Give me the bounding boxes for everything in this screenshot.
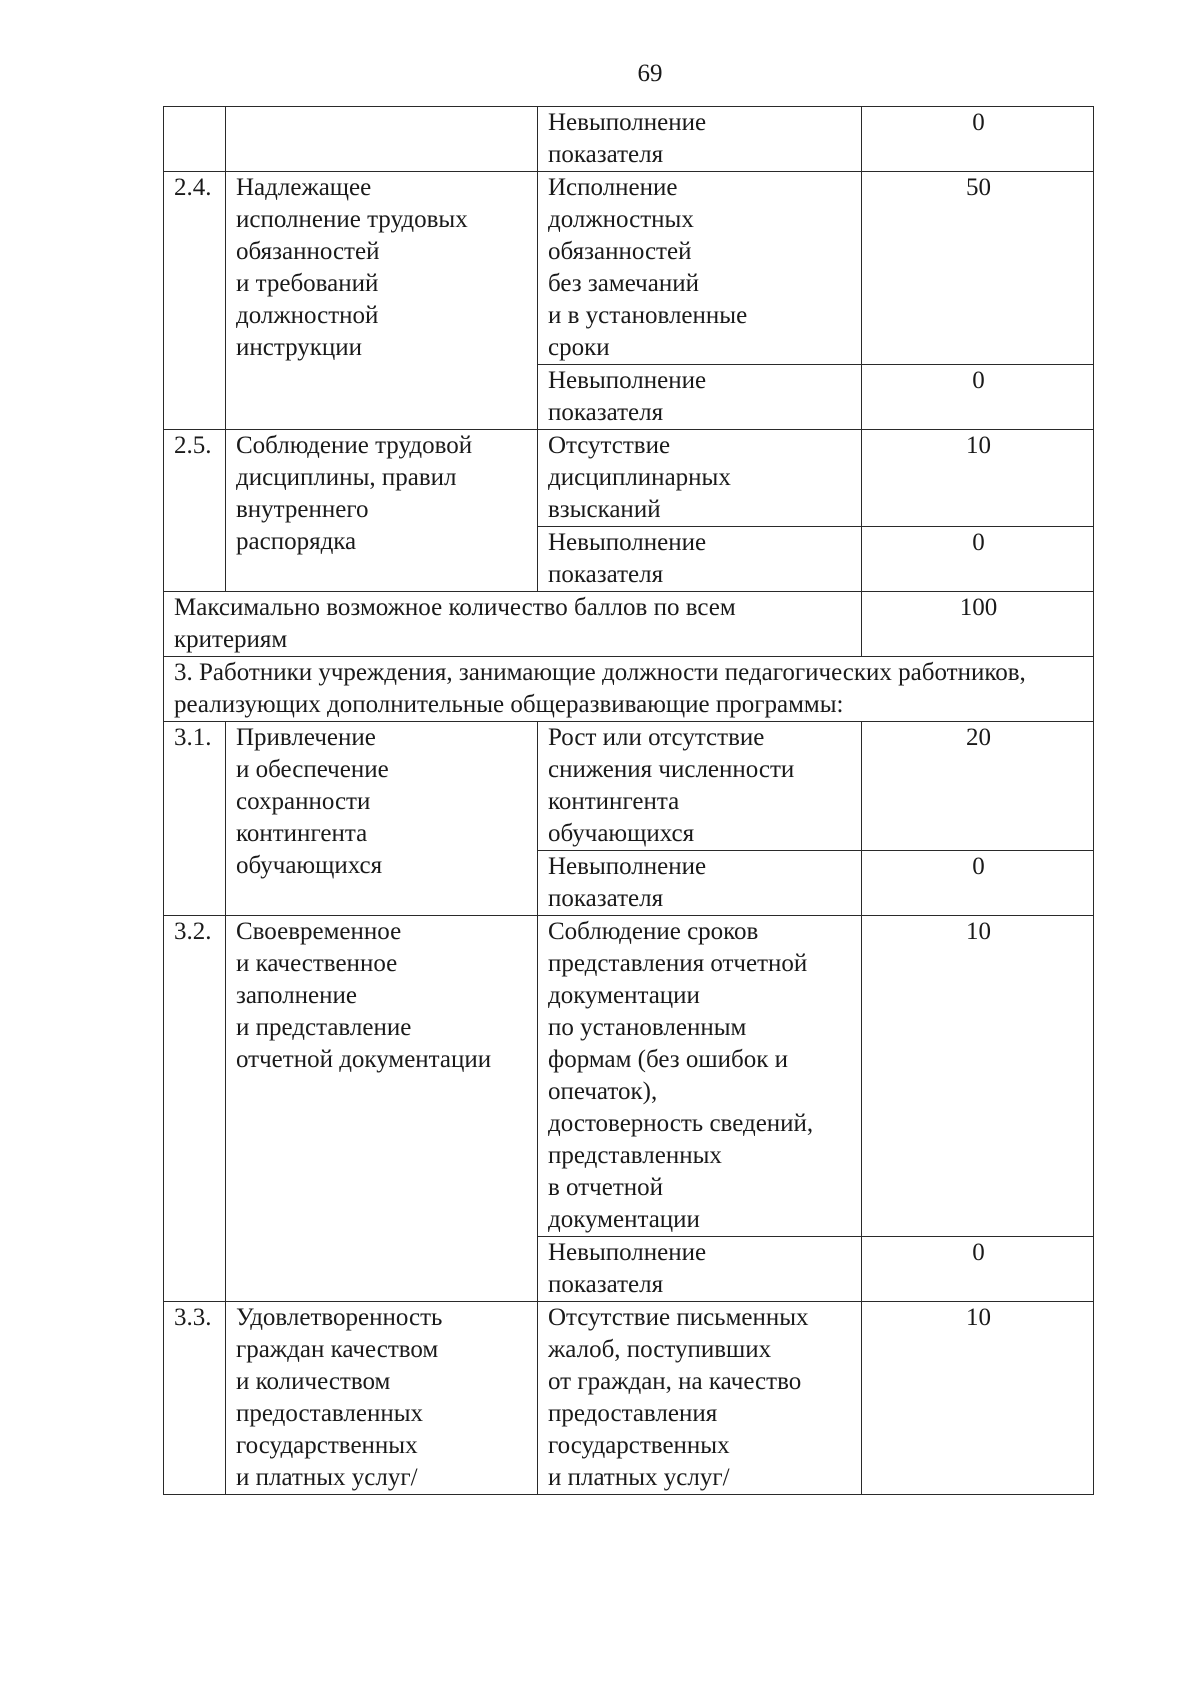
section-heading: 3. Работники учреждения, занимающие должности педагогических работников, реализующих дополнительные общеразвивающие программы: xyxy=(164,657,1094,722)
indicator-cell: Невыполнение показателя xyxy=(538,107,862,172)
points-cell: 10 xyxy=(862,430,1094,527)
indicator-cell: Соблюдение сроков представления отчетной документации по установленным формам (без ошибок и опечаток), достоверность сведений, представленных в отчетной документации xyxy=(538,916,862,1237)
points-cell: 0 xyxy=(862,107,1094,172)
item-number-cell xyxy=(164,107,226,172)
criterion-cell: Удовлетворенность граждан качеством и количеством предоставленных государственных и платных услуг/ xyxy=(226,1302,538,1495)
item-number-cell: 2.4. xyxy=(164,172,226,430)
points-cell: 0 xyxy=(862,1237,1094,1302)
table-row xyxy=(164,430,1094,527)
total-label-cell: Максимально возможное количество баллов по всем критериям xyxy=(164,592,862,657)
points-cell: 0 xyxy=(862,851,1094,916)
page-number: 69 xyxy=(637,60,663,87)
indicator-cell: Невыполнение показателя xyxy=(538,527,862,592)
points-cell: 0 xyxy=(862,365,1094,430)
points-cell: 10 xyxy=(862,916,1094,1237)
total-points-cell: 100 xyxy=(862,592,1094,657)
criteria-table xyxy=(163,106,1094,1495)
indicator-cell: Отсутствие дисциплинарных взысканий xyxy=(538,430,862,527)
criterion-cell: Соблюдение трудовой дисциплины, правил внутреннего распорядка xyxy=(226,430,538,592)
criterion-cell xyxy=(226,107,538,172)
table-row xyxy=(164,107,1094,172)
indicator-cell: Отсутствие письменных жалоб, поступивших от граждан, на качество предоставления государственных и платных услуг/ xyxy=(538,1302,862,1495)
table-row xyxy=(164,172,1094,365)
item-number-cell: 3.1. xyxy=(164,722,226,916)
indicator-cell: Невыполнение показателя xyxy=(538,365,862,430)
item-number-cell: 2.5. xyxy=(164,430,226,592)
points-cell: 20 xyxy=(862,722,1094,851)
table-row xyxy=(164,1302,1094,1495)
item-number-cell: 3.2. xyxy=(164,916,226,1302)
table-row xyxy=(164,916,1094,1237)
points-cell: 0 xyxy=(862,527,1094,592)
points-cell: 10 xyxy=(862,1302,1094,1495)
indicator-cell: Невыполнение показателя xyxy=(538,1237,862,1302)
table-row xyxy=(164,722,1094,851)
criterion-cell: Своевременное и качественное заполнение и представление отчетной документации xyxy=(226,916,538,1302)
section-heading-row xyxy=(164,657,1094,722)
indicator-cell: Исполнение должностных обязанностей без замечаний и в установленные сроки xyxy=(538,172,862,365)
indicator-cell: Рост или отсутствие снижения численности контингента обучающихся xyxy=(538,722,862,851)
criterion-cell: Надлежащее исполнение трудовых обязанностей и требований должностной инструкции xyxy=(226,172,538,430)
item-number-cell: 3.3. xyxy=(164,1302,226,1495)
criterion-cell: Привлечение и обеспечение сохранности контингента обучающихся xyxy=(226,722,538,916)
total-row xyxy=(164,592,1094,657)
indicator-cell: Невыполнение показателя xyxy=(538,851,862,916)
points-cell: 50 xyxy=(862,172,1094,365)
